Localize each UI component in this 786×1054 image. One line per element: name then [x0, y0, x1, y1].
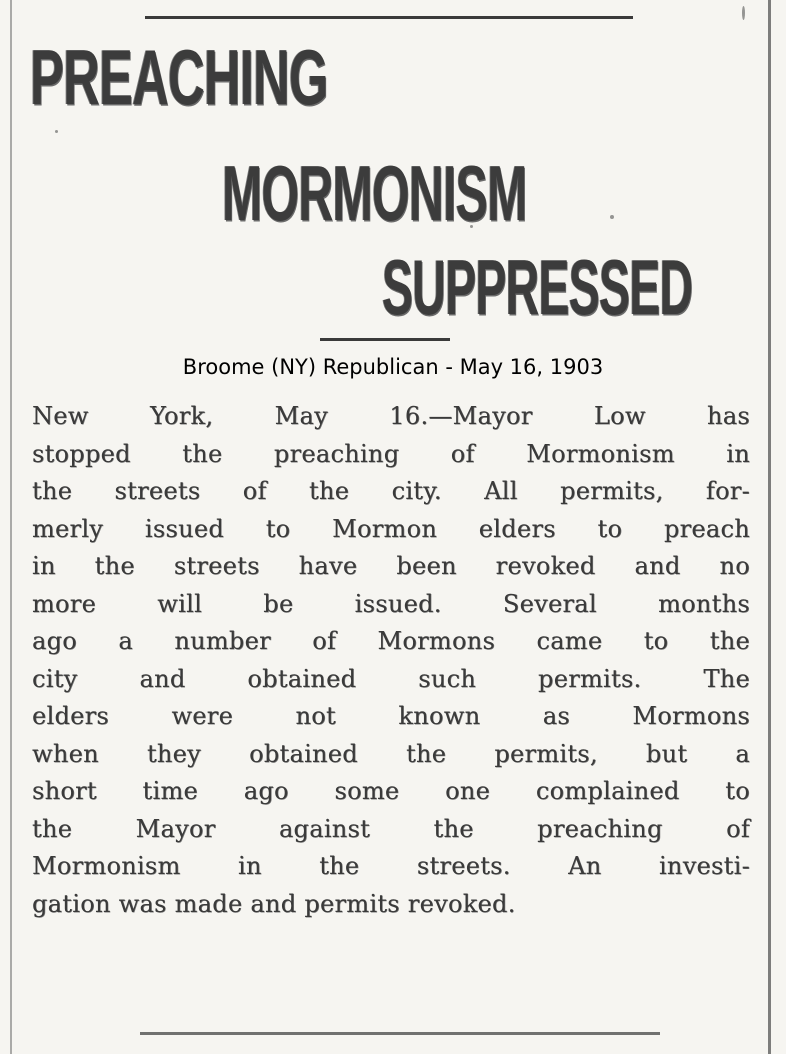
article-line: stopped the preaching of Mormonism in	[32, 439, 750, 468]
article-line: when they obtained the permits, but a	[32, 739, 750, 768]
column-rule-right	[768, 0, 771, 1054]
bottom-divider-rule	[140, 1032, 660, 1035]
print-speck	[742, 6, 745, 20]
article-line: more will be issued. Several months	[32, 589, 750, 618]
article-line: the streets of the city. All permits, for-	[32, 477, 750, 505]
article-line: gation was made and permits revoked.	[32, 889, 516, 918]
print-speck	[55, 130, 58, 133]
headline-line-2: MORMONISM	[222, 151, 527, 238]
print-speck	[610, 215, 614, 219]
article-line: city and obtained such permits. The	[32, 664, 750, 693]
article-line: ago a number of Mormons came to the	[32, 627, 750, 655]
article-line: New York, May 16.—Mayor Low has	[32, 402, 750, 430]
headline-line-3: SUPPRESSED	[382, 245, 693, 332]
headline-divider-rule	[320, 338, 450, 341]
article-body	[32, 398, 750, 923]
article-line: elders were not known as Mormons	[32, 702, 750, 730]
top-divider-rule	[145, 16, 633, 19]
article-line: in the streets have been revoked and no	[32, 552, 750, 580]
article-line: the Mayor against the preaching of	[32, 814, 750, 843]
column-rule-left	[10, 0, 12, 1054]
headline-line-1: PREACHING	[30, 35, 328, 122]
article-line: Mormonism in the streets. An investi-	[32, 852, 750, 880]
article-line: merly issued to Mormon elders to preach	[32, 514, 750, 543]
source-caption: Broome (NY) Republican - May 16, 1903	[182, 355, 604, 379]
article-line: short time ago some one complained to	[32, 777, 750, 805]
